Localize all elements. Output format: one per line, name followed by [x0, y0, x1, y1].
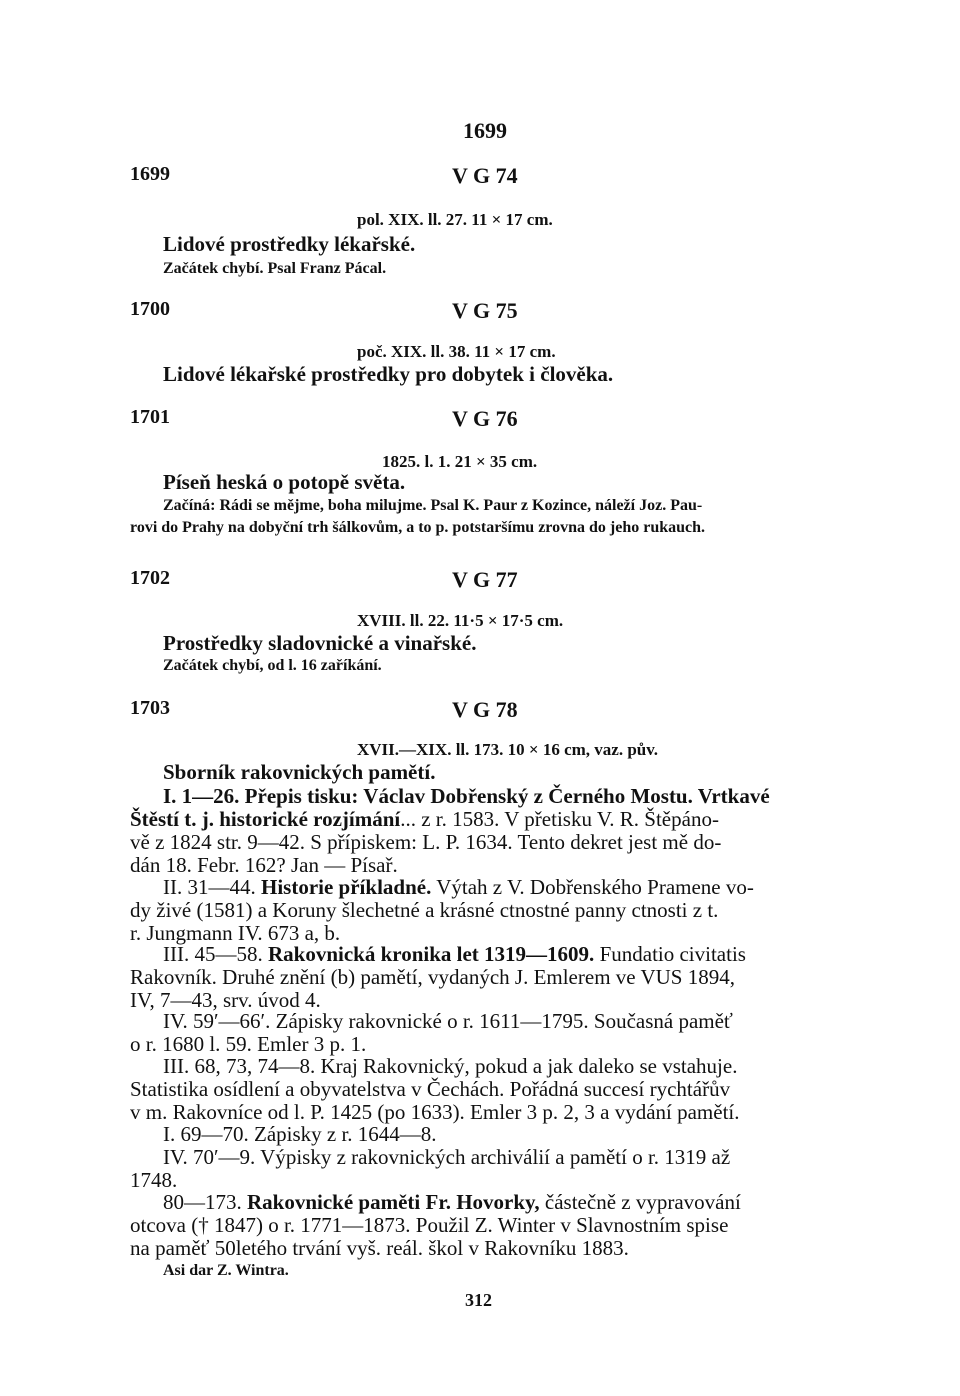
content-line: dy živé (1581) a Koruny šlechetné a krásné ctnostné panny ctnosti z t.	[130, 898, 719, 922]
entry-note-line: rovi do Prahy na dobyční trh šálkovům, a to p. potstaršímu zrovna do jeho rukauch.	[130, 519, 706, 536]
content-bold: I. 1—26. Přepis tisku: Václav Dobřenský z Černého Mostu. Vrtkavé	[163, 784, 770, 808]
content-text: 80—173.	[163, 1190, 247, 1214]
physical-description: XVII.—XIX. ll. 173. 10 × 16 cm, vaz. pův.	[357, 740, 659, 759]
content-line: r. Jungmann IV. 673 a, b.	[130, 921, 341, 945]
entry-number: 1699	[130, 163, 170, 185]
signature: V G 76	[452, 406, 518, 431]
page-number: 312	[465, 1290, 492, 1310]
content-line: III. 68, 73, 74—8. Kraj Rakovnický, pokud a jak daleko se vstahuje.	[163, 1054, 738, 1078]
content-text: Výtah z V. Dobřenského Pramene vo-	[431, 875, 754, 899]
content-line: IV, 7—43, srv. úvod 4.	[130, 988, 321, 1012]
content-line: o r. 1680 l. 59. Emler 3 p. 1.	[130, 1032, 367, 1056]
entry-number: 1701	[130, 406, 170, 428]
content-text: II. 31—44.	[163, 875, 261, 899]
content-bold: Historie příkladné.	[261, 875, 432, 899]
content-line	[163, 942, 746, 967]
entry-title: Prostředky sladovnické a vinařské.	[163, 631, 477, 655]
entry-number: 1700	[130, 298, 170, 320]
content-line: 1748.	[130, 1168, 178, 1192]
content-line: otcova († 1847) o r. 1771—1873. Použil Z. Winter v Slavnostním spise	[130, 1213, 729, 1237]
entry-note-line: Začíná: Rádi se mějme, boha milujme. Psal K. Paur z Kozince, náleží Joz. Pau-	[163, 497, 703, 514]
content-line: IV. 70′—9. Výpisky z rakovnických archiválií a pamětí o r. 1319 až	[163, 1145, 731, 1169]
entry-title: Lidové lékařské prostředky pro dobytek i člověka.	[163, 362, 614, 386]
signature: V G 78	[452, 697, 518, 722]
signature: V G 74	[452, 163, 518, 188]
content-line: v m. Rakovníce od l. P. 1425 (po 1633). Emler 3 p. 2, 3 a vydání pamětí.	[130, 1100, 740, 1124]
entry-title: Sborník rakovnických pamětí.	[163, 760, 436, 784]
content-line: dán 18. Febr. 162? Jan — Písař.	[130, 853, 398, 877]
content-bold: Rakovnické paměti Fr. Hovorky,	[247, 1190, 540, 1214]
content-line	[163, 875, 754, 900]
entry-title: Píseň heská o potopě světa.	[163, 470, 406, 494]
closing-note: Asi dar Z. Wintra.	[163, 1262, 289, 1279]
content-bold: Rakovnická kronika let 1319—1609.	[267, 942, 595, 966]
running-head: 1699	[463, 118, 507, 143]
content-text: III. 45—58.	[163, 942, 268, 966]
entry-title: Lidové prostředky lékařské.	[163, 232, 416, 256]
physical-description: pol. XIX. ll. 27. 11 × 17 cm.	[357, 210, 553, 229]
content-text: částečně z vypravování	[539, 1190, 741, 1214]
signature: V G 77	[452, 567, 518, 592]
entry-number: 1702	[130, 567, 170, 589]
content-line: Statistika osídlení a obyvatelstva v Čechách. Pořádná succesí rychtářův	[130, 1077, 731, 1101]
content-line	[130, 807, 719, 832]
entry-note: Začátek chybí, od l. 16 zaříkání.	[163, 657, 382, 674]
physical-description: poč. XIX. ll. 38. 11 × 17 cm.	[357, 342, 556, 361]
content-line: vě z 1824 str. 9—42. S přípiskem: L. P. 1634. Tento dekret jest mě do-	[130, 830, 722, 854]
physical-description: XVIII. ll. 22. 11·5 × 17·5 cm.	[357, 611, 564, 630]
signature: V G 75	[452, 298, 518, 323]
content-line	[163, 784, 770, 809]
content-line: I. 69—70. Zápisky z r. 1644—8.	[163, 1122, 437, 1146]
physical-description: 1825. l. 1. 21 × 35 cm.	[382, 452, 538, 471]
content-text: ... z r. 1583. V přetisku V. R. Štěpáno-	[400, 807, 719, 831]
content-line	[163, 1190, 741, 1215]
content-bold: Štěstí t. j. historické rozjímání	[130, 807, 401, 831]
content-line: Rakovník. Druhé znění (b) pamětí, vydaných J. Emlerem ve VUS 1894,	[130, 965, 735, 989]
entry-note: Začátek chybí. Psal Franz Pácal.	[163, 260, 387, 277]
entry-number: 1703	[130, 697, 170, 719]
content-line: IV. 59′—66′. Zápisky rakovnické o r. 1611—1795. Současná paměť	[163, 1009, 733, 1033]
content-text: Fundatio civitatis	[594, 942, 746, 966]
content-line: na paměť 50letého trvání vyš. reál. škol v Rakovníku 1883.	[130, 1236, 629, 1260]
